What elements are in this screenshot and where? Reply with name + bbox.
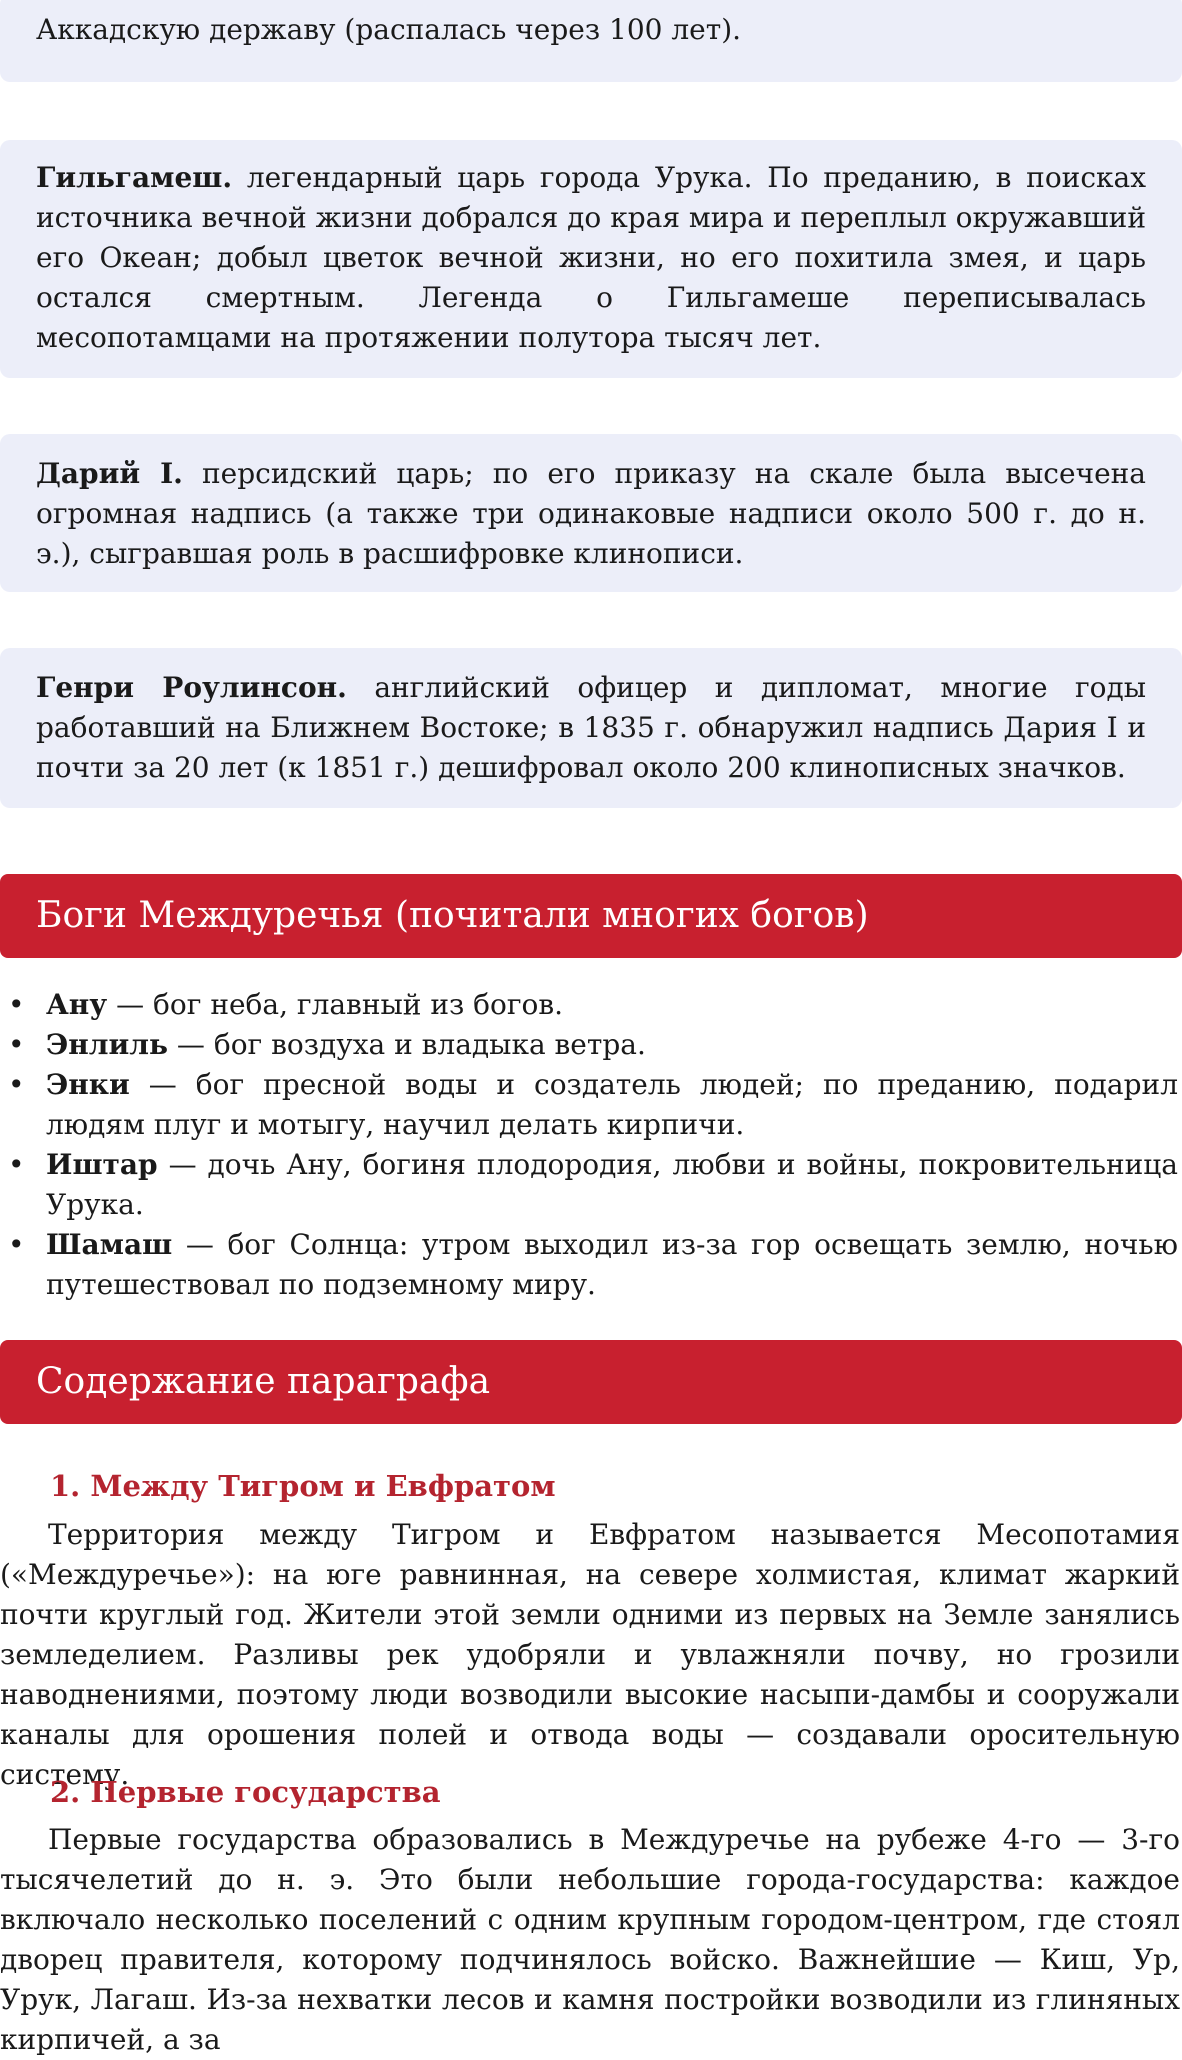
part-text-2: Первые государства образовались в Междуречье на рубеже 4-го — 3-го тысячелетий до н. э. Это были небольшие города-государства: каждое включало несколько поселений с одним крупным городом-центром, где стоял дворец правителя, которому подчинялось войско. Важнейшие — Киш, Ур, Урук, Лагаш. Из-за нехватки лесов и камня постройки возводили из глиняных кирпичей, а за — [0, 1823, 1180, 2056]
god-name: Ану — [46, 988, 108, 1021]
bullet-icon: • — [8, 1228, 25, 1261]
card-term: Дарий I. — [36, 457, 183, 490]
list-item — [0, 1145, 1182, 1225]
info-card-gilgamesh — [0, 140, 1182, 378]
list-item — [0, 985, 1182, 1025]
section-title: Содержание параграфа — [36, 1361, 491, 1402]
bullet-icon: • — [8, 988, 25, 1021]
god-description: — дочь Ану, богиня плодородия, любви и войны, покровительница Урука. — [46, 1148, 1178, 1221]
part-heading-1: 1. Между Тигром и Евфратом — [50, 1469, 556, 1503]
info-card-rawlinson — [0, 648, 1182, 808]
list-item — [0, 1025, 1182, 1065]
section-banner-contents — [0, 1340, 1182, 1424]
part-text-1: Территория между Тигром и Евфратом называется Месопотамия («Междуречье»): на юге равнинная, на севере холмистая, климат жаркий почти круглый год. Жители этой земли одними из первых на Земле занялись земледелием. Разливы рек удобряли и увлажняли почву, но грозили наводнениями, поэтому люди возводили высокие насыпи-дамбы и сооружали каналы для орошения полей и отвода воды — создавали оросительную систему. — [0, 1518, 1180, 1791]
section-title: Боги Междуречья (почитали многих богов) — [36, 895, 869, 936]
list-item — [0, 1065, 1182, 1145]
card-text: английский офицер и дипломат, многие годы работавший на Ближнем Востоке; в 1835 г. обнаружил надпись Дария I и почти за 20 лет (к 1851 г.) дешифровал около 200 клинописных значков. — [36, 671, 1147, 784]
section-banner-gods — [0, 874, 1182, 958]
god-name: Шамаш — [46, 1228, 173, 1261]
bullet-icon: • — [8, 1068, 25, 1101]
god-name: Энлиль — [46, 1028, 169, 1061]
part-heading-2: 2. Первые государства — [50, 1775, 441, 1809]
bullet-icon: • — [8, 1148, 25, 1181]
card-term: Генри Роулинсон. — [36, 671, 347, 704]
info-card-akkad — [0, 0, 1182, 82]
bullet-icon: • — [8, 1028, 25, 1061]
god-description: — бог воздуха и владыка ветра. — [168, 1028, 646, 1061]
god-description: — бог Солнца: утром выходил из-за гор освещать землю, ночью путешествовал по подземному миру. — [46, 1228, 1178, 1301]
card-text: легендарный царь города Урука. По преданию, в поисках источника вечной жизни добрался до края мира и переплыл окружавший его Океан; добыл цветок вечной жизни, но его похитила змея, и царь остался смертным. Легенда о Гильгамеше переписывалась месопотамцами на протяжении полутора тысяч лет. — [36, 161, 1146, 354]
god-description: — бог неба, главный из богов. — [107, 988, 564, 1021]
list-item — [0, 1225, 1182, 1305]
god-name: Энки — [46, 1068, 130, 1101]
god-description: — бог пресной воды и создатель людей; по преданию, подарил людям плуг и мотыгу, научил делать кирпичи. — [46, 1068, 1178, 1141]
gods-list — [0, 985, 1182, 1305]
info-card-darius — [0, 434, 1182, 592]
card-term: Гильгамеш. — [36, 161, 233, 194]
card-text: персидский царь; по его приказу на скале была высечена огромная надпись (а также три одинаковые надписи около 500 г. до н. э.), сыгравшая роль в расшифровке клинописи. — [36, 457, 1147, 570]
card-text: Аккадскую державу (распалась через 100 лет). — [36, 13, 742, 46]
god-name: Иштар — [46, 1148, 158, 1181]
